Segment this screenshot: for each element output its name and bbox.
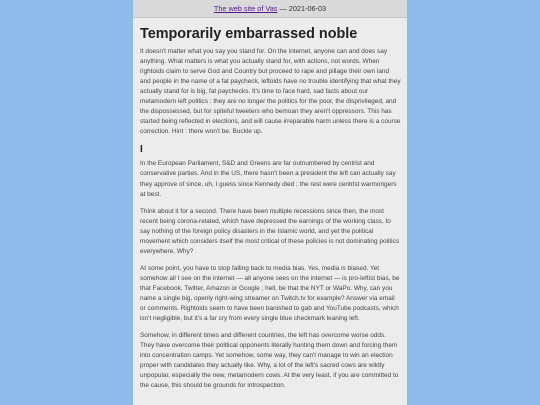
header-separator: —	[277, 4, 289, 13]
site-header	[133, 0, 407, 18]
article-title: Temporarily embarrassed noble	[140, 26, 358, 42]
article-paragraph: Somehow, in different times and different countries, the left has overcome worse odds. They have overcome their political opponents literally hunting them down and forcing them into concentration camps. Yet somehow, some way, they can't manage to win an election proper with candidates they actually like. Why, a lot of the left's sacred cows are wildly unpopular, especially the new, metamodern cows. At the very least, if you are committed to the cause, this should be grounds for introspection.	[140, 332, 399, 390]
article-intro: It doesn't matter what you say you stand for. On the internet, anyone can and does say anything. What matters is what you actually stand for, with actions, not words. When rightoids claim to serve God and Country but proceed to rape and pillage their own land and people in the name of a fat paycheck, leftoids have no trouble identifying that what they actually stand for is big, fat paychecks. It's time to face hard, sad facts about our metamodern left politics : they are no longer the politics for the poor, the disprivileged, and the dispossessed, but for spiteful tweeters who bemoan they aren't oppressors. This has started being reflected in elections, and will cause irreparable harm unless there is a course correction. Hint : there won't be. Buckle up.	[140, 48, 401, 136]
article-paragraph: At some point, you have to stop falling back to media bias. Yes, media is biased. Yet somehow all I see on the internet — all anyone sees on the internet — is pro-leftist bias, be that Facebook, Twitter, Amazon or Google ; hell, be that the NYT or WaPo. Why, can you name a single big, openly right-wing streamer on Twitch.tv for example? Answer via email or comments. Rightoids seem to have been banished to gab and YouTube podcasts, which isn't negligible, but it's a far cry from every single blue checkmark leaning left.	[140, 264, 400, 323]
section-heading: I	[140, 144, 143, 156]
article-paragraph: Think about it for a second. There have been multiple recessions since then, the most recent being corona-related, which have depressed the earnings of the working class, to say nothing of the foreign policy disasters in the Islamic world, and yet the political movement which considers itself the most critical of these policies is not dominating politics everywhere. Why?	[140, 207, 400, 255]
site-home-link[interactable]: The web site of Vas	[213, 4, 278, 13]
post-date: 2021-06-03	[288, 4, 327, 13]
page-column	[133, 0, 407, 405]
article-paragraph: In the European Parliament, S&D and Greens are far outnumbered by centrist and conservative parties. And in the US, there hasn't been a president the left can actually say they approve of since, uh, I guess since Kennedy died ; the rest were centrist warmongers at best.	[140, 160, 397, 198]
article	[133, 18, 407, 391]
